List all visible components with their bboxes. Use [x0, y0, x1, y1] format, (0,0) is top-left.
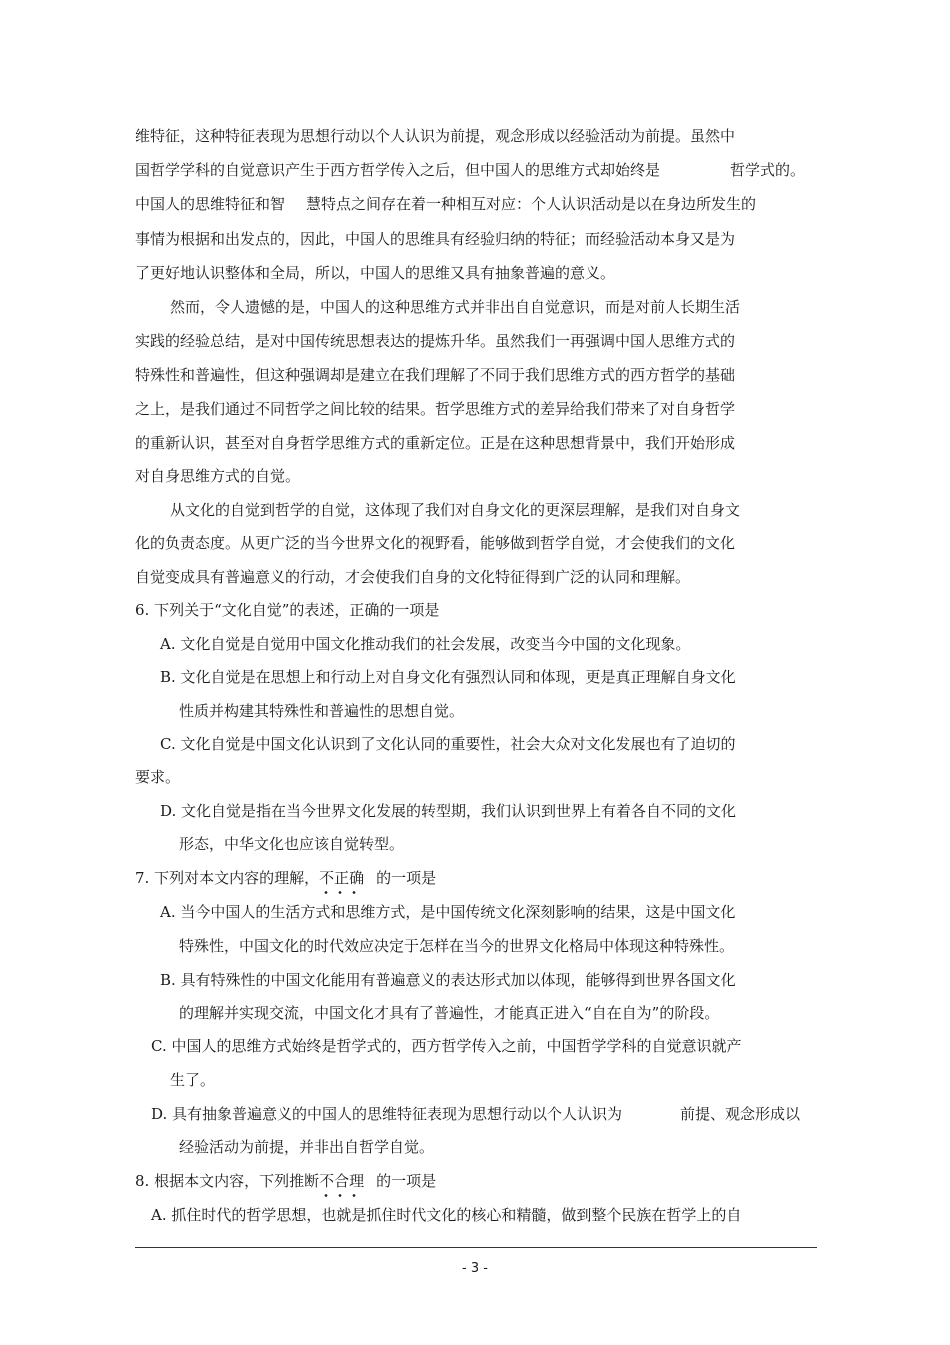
question-7-stem	[135, 868, 436, 888]
q6-option-a: A. 文化自觉是自觉用中国文化推动我们的社会发展，改变当今中国的文化现象。	[160, 635, 691, 653]
question-6-stem: 6. 下列关于“文化自觉”的表述，正确的一项是	[135, 601, 440, 619]
passage-line: 慧特点之间存在着一种相互对应：个人认识活动是以在身边所发生的	[306, 195, 757, 213]
q7-option-d: D. 具有抽象普遍意义的中国人的思维特征表现为思想行动以个人认识为	[151, 1105, 623, 1123]
stem-text: 7. 下列对本文内容的理解，	[135, 869, 320, 887]
passage-line: 的重新认识，甚至对自身哲学思维方式的重新定位。正是在这种思想背景中，我们开始形成	[135, 434, 736, 452]
q7-option-d-cont: 经验活动为前提，并非出自哲学自觉。	[179, 1138, 435, 1156]
passage-line: 事情为根据和出发点的，因此，中国人的思维具有经验归纳的特征；而经验活动本身又是为	[135, 230, 736, 248]
q6-option-c: C. 文化自觉是中国文化认识到了文化认同的重要性，社会大众对文化发展也有了迫切的	[160, 735, 736, 753]
stem-text: 8. 根据本文内容，下列推断	[135, 1172, 320, 1190]
passage-line: 对自身思维方式的自觉。	[135, 467, 301, 485]
q6-option-c-cont: 要求。	[135, 768, 181, 786]
q7-option-b: B. 具有特殊性的中国文化能用有普遍意义的表达形式加以体现，能够得到世界各国文化	[160, 971, 736, 989]
q7-option-b-cont: 的理解并实现交流，中国文化才具有了普遍性，才能真正进入“自在自为”的阶段。	[179, 1004, 720, 1022]
q6-option-b-cont: 性质并构建其特殊性和普遍性的思想自觉。	[179, 702, 465, 720]
footer-divider	[135, 1247, 817, 1248]
q8-option-a: A. 抓住时代的哲学思想，也就是抓住时代文化的核心和精髓，做到整个民族在哲学上的自	[151, 1206, 742, 1224]
passage-line: 实践的经验总结，是对中国传统思想表达的提炼升华。虽然我们一再强调中国人思维方式的	[135, 332, 736, 350]
passage-line: 哲学式的。	[730, 161, 806, 179]
passage-line: 特殊性和普遍性，但这种强调却是建立在我们理解了不同于我们思维方式的西方哲学的基础	[135, 366, 736, 384]
stem-text: 的一项是	[376, 869, 437, 887]
q7-option-d: 前提、观念形成以	[680, 1105, 801, 1123]
passage-line: 之上，是我们通过不同哲学之间比较的结果。哲学思维方式的差异给我们带来了对自身哲学	[135, 400, 736, 418]
question-8-stem	[135, 1171, 436, 1191]
passage-line: 然而，令人遗憾的是，中国人的这种思维方式并非出自自觉意识，而是对前人长期生活	[170, 298, 741, 316]
emphasis-dotted: 不正确	[319, 869, 365, 887]
stem-text: 的一项是	[376, 1172, 437, 1190]
q7-option-a-cont: 特殊性，中国文化的时代效应决定于怎样在当今的世界文化格局中体现这种特殊性。	[179, 937, 735, 955]
passage-line: 从文化的自觉到哲学的自觉，这体现了我们对自身文化的更深层理解，是我们对自身文	[170, 501, 741, 519]
passage-line: 了更好地认识整体和全局，所以，中国人的思维又具有抽象普遍的意义。	[135, 264, 616, 282]
passage-line: 自觉变成具有普遍意义的行动，才会使我们自身的文化特征得到广泛的认同和理解。	[135, 568, 691, 586]
page-number: - 3 -	[462, 1261, 488, 1276]
q7-option-c: C. 中国人的思维方式始终是哲学式的，西方哲学传入之前，中国哲学学科的自觉意识就产	[151, 1037, 742, 1055]
q7-option-a: A. 当今中国人的生活方式和思维方式，是中国传统文化深刻影响的结果，这是中国文化	[160, 903, 736, 921]
q7-option-c-cont: 生了。	[170, 1071, 216, 1089]
passage-line: 中国人的思维特征和智	[135, 195, 286, 213]
passage-line: 维特征，这种特征表现为思想行动以个人认识为前提，观念形成以经验活动为前提。虽然中	[135, 127, 736, 145]
passage-line: 国哲学学科的自觉意识产生于西方哲学传入之后，但中国人的思维方式却始终是	[135, 161, 661, 179]
q6-option-b: B. 文化自觉是在思想上和行动上对自身文化有强烈认同和体现，更是真正理解自身文化	[160, 668, 736, 686]
passage-line: 化的负责态度。从更广泛的当今世界文化的视野看，能够做到哲学自觉，才会使我们的文化	[135, 534, 736, 552]
q6-option-d: D. 文化自觉是指在当今世界文化发展的转型期，我们认识到世界上有着各自不同的文化	[160, 802, 737, 820]
q6-option-d-cont: 形态，中华文化也应该自觉转型。	[179, 835, 405, 853]
emphasis-dotted: 不合理	[319, 1172, 365, 1190]
